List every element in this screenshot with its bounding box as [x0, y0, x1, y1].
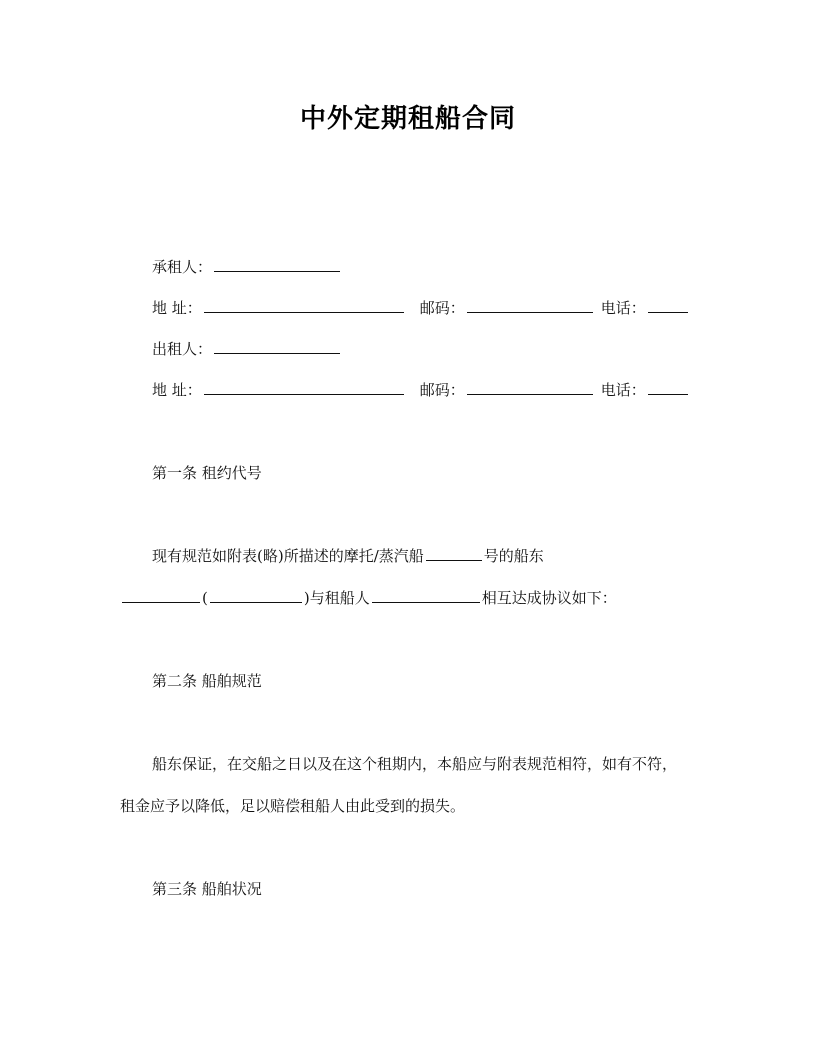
shipowner-blank[interactable] — [122, 588, 200, 603]
lessee-label: 承租人： — [152, 258, 213, 276]
lessee-postcode-blank[interactable] — [467, 298, 593, 313]
lessor-line — [152, 339, 342, 359]
lessee-line — [152, 257, 342, 277]
lessee-address-line — [152, 298, 690, 318]
article1-para-text1: 现有规范如附表(略)所描述的摩托/蒸汽船 — [152, 547, 424, 565]
charterer-blank[interactable] — [372, 588, 480, 603]
article1-para-text3: )与租船人 — [303, 589, 370, 607]
lessor-address-label: 地 址： — [152, 381, 202, 399]
lessor-address-blank[interactable] — [204, 380, 404, 395]
article3-heading: 第三条 船舶状况 — [152, 880, 262, 898]
lessor-label: 出租人： — [152, 340, 213, 358]
lessee-phone-label: 电话： — [600, 299, 646, 317]
lessee-postcode-label: 邮码： — [419, 299, 465, 317]
lessee-address-label: 地 址： — [152, 299, 202, 317]
lessee-address-blank[interactable] — [204, 298, 404, 313]
lessor-phone-blank[interactable] — [648, 380, 688, 395]
lessor-name-blank[interactable] — [214, 339, 340, 354]
lessor-phone-label: 电话： — [600, 381, 646, 399]
shipowner-note-blank[interactable] — [210, 588, 302, 603]
article1-heading: 第一条 租约代号 — [152, 464, 262, 482]
lessee-name-blank[interactable] — [214, 257, 340, 272]
lessor-postcode-label: 邮码： — [419, 381, 465, 399]
article1-para-line2 — [120, 588, 617, 608]
article1-para-line1 — [152, 546, 544, 566]
article1-para-text2: 号的船东 — [483, 547, 544, 565]
article1-para-text4: 相互达成协议如下： — [481, 589, 617, 607]
article2-heading: 第二条 船舶规范 — [152, 672, 262, 690]
lessor-postcode-blank[interactable] — [467, 380, 593, 395]
article1-open-paren: ( — [202, 589, 208, 607]
lessor-address-line — [152, 380, 690, 400]
article2-para-line1: 船东保证，在交船之日以及在这个租期内，本船应与附表规范相符，如有不符， — [152, 755, 678, 773]
article2-para-line2: 租金应予以降低，足以赔偿租船人由此受到的损失。 — [120, 797, 466, 815]
lessee-phone-blank[interactable] — [648, 298, 688, 313]
document-title: 中外定期租船合同 — [299, 104, 516, 134]
ship-name-blank[interactable] — [426, 546, 482, 561]
